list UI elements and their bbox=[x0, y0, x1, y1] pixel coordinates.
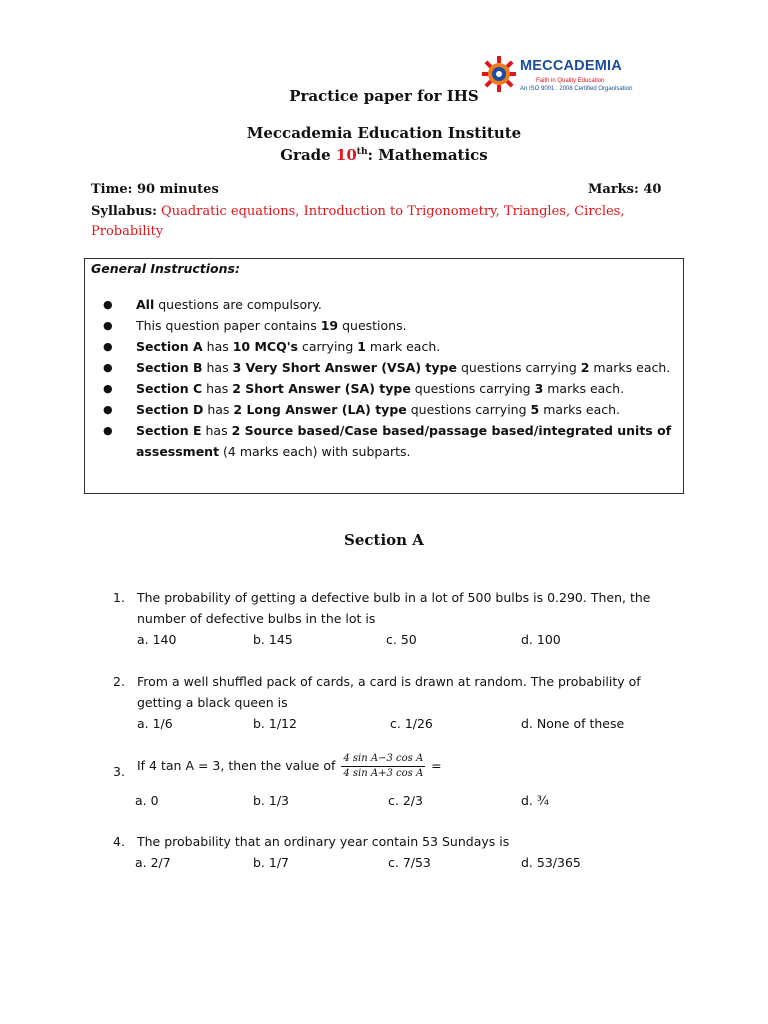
option-a: a. 140 bbox=[137, 632, 177, 647]
option-d: d. 100 bbox=[521, 632, 561, 647]
grade-number: 10 bbox=[335, 146, 357, 164]
question-text: The probability that an ordinary year contain 53 Sundays is bbox=[137, 834, 510, 849]
fraction-denominator: 4 sin A+3 cos A bbox=[343, 768, 424, 779]
option-c: c. 7/53 bbox=[388, 855, 431, 870]
option-c: c. 1/26 bbox=[390, 716, 433, 731]
instruction-item: ● Section B has 3 Very Short Answer (VSA) type questions carrying 2 marks each. bbox=[103, 357, 681, 378]
option-b: b. 1/3 bbox=[253, 793, 289, 808]
syllabus-topics-cont: Probability bbox=[91, 224, 164, 239]
instruction-item: ● Section C has 2 Short Answer (SA) type questions carrying 3 marks each. bbox=[103, 378, 681, 399]
question-2 bbox=[113, 671, 673, 735]
question-text-post: = bbox=[431, 758, 442, 773]
paper-title: Practice paper for IHS bbox=[289, 87, 479, 105]
general-instructions-box bbox=[84, 258, 684, 494]
question-text: From a well shuffled pack of cards, a card is drawn at random. The probability of getting a black queen is bbox=[137, 674, 641, 710]
option-d: d. 53/365 bbox=[521, 855, 581, 870]
instruction-item: ● Section E has 2 Source based/Case based/passage based/integrated units of assessment (4 marks each) with subparts. bbox=[103, 420, 681, 462]
question-3 bbox=[113, 752, 673, 812]
grade-prefix: Grade bbox=[280, 146, 336, 164]
instruction-item: ● Section D has 2 Long Answer (LA) type questions carrying 5 marks each. bbox=[103, 399, 681, 420]
question-1 bbox=[113, 587, 673, 651]
syllabus-topics: Quadratic equations, Introduction to Trigonometry, Triangles, Circles, bbox=[161, 204, 625, 219]
option-b: b. 1/12 bbox=[253, 716, 297, 731]
syllabus-label: Syllabus: bbox=[91, 204, 157, 219]
option-a: a. 1/6 bbox=[137, 716, 173, 731]
question-4 bbox=[113, 831, 673, 875]
fraction-numerator: 4 sin A−3 cos A bbox=[341, 752, 425, 767]
syllabus bbox=[91, 204, 681, 219]
logo-tagline: Faith in Quality Education bbox=[536, 78, 605, 84]
logo-iso: An ISO 9001 : 2008 Certified Organisation bbox=[520, 86, 633, 92]
institute-name: Meccademia Education Institute bbox=[246, 124, 522, 142]
time-info: Time: 90 minutes bbox=[91, 182, 219, 197]
instructions-list bbox=[103, 294, 681, 462]
logo-name: MECCADEMIA bbox=[520, 58, 622, 74]
section-title: Section A bbox=[344, 531, 424, 549]
instructions-heading: General Instructions: bbox=[91, 261, 240, 276]
option-a: a. 0 bbox=[135, 793, 159, 808]
question-text-pre: If 4 tan A = 3, then the value of bbox=[137, 758, 336, 773]
question-text: The probability of getting a defective bulb in a lot of 500 bulbs is 0.290. Then, the number of defective bulbs in the lot is bbox=[137, 590, 651, 626]
question-number: 4. bbox=[113, 834, 125, 849]
instruction-item: ● Section A has 10 MCQ's carrying 1 mark each. bbox=[103, 336, 681, 357]
trig-fraction bbox=[341, 752, 425, 781]
option-a: a. 2/7 bbox=[135, 855, 171, 870]
question-number: 2. bbox=[113, 674, 125, 689]
instruction-item: ● All questions are compulsory. bbox=[103, 294, 681, 315]
option-b: b. 1/7 bbox=[253, 855, 289, 870]
question-text bbox=[137, 752, 677, 781]
grade-suffix-sup: th bbox=[356, 147, 368, 157]
marks-info: Marks: 40 bbox=[588, 182, 662, 197]
grade-subject-text: : Mathematics bbox=[367, 146, 488, 164]
grade-subject bbox=[0, 146, 768, 164]
option-d: d. ¾ bbox=[521, 793, 549, 808]
option-c: c. 2/3 bbox=[388, 793, 423, 808]
instruction-item: ● This question paper contains 19 questions. bbox=[103, 315, 681, 336]
option-d: d. None of these bbox=[521, 716, 625, 731]
option-c: c. 50 bbox=[386, 632, 417, 647]
question-number: 3. bbox=[113, 764, 125, 779]
question-number: 1. bbox=[113, 590, 125, 605]
option-b: b. 145 bbox=[253, 632, 293, 647]
